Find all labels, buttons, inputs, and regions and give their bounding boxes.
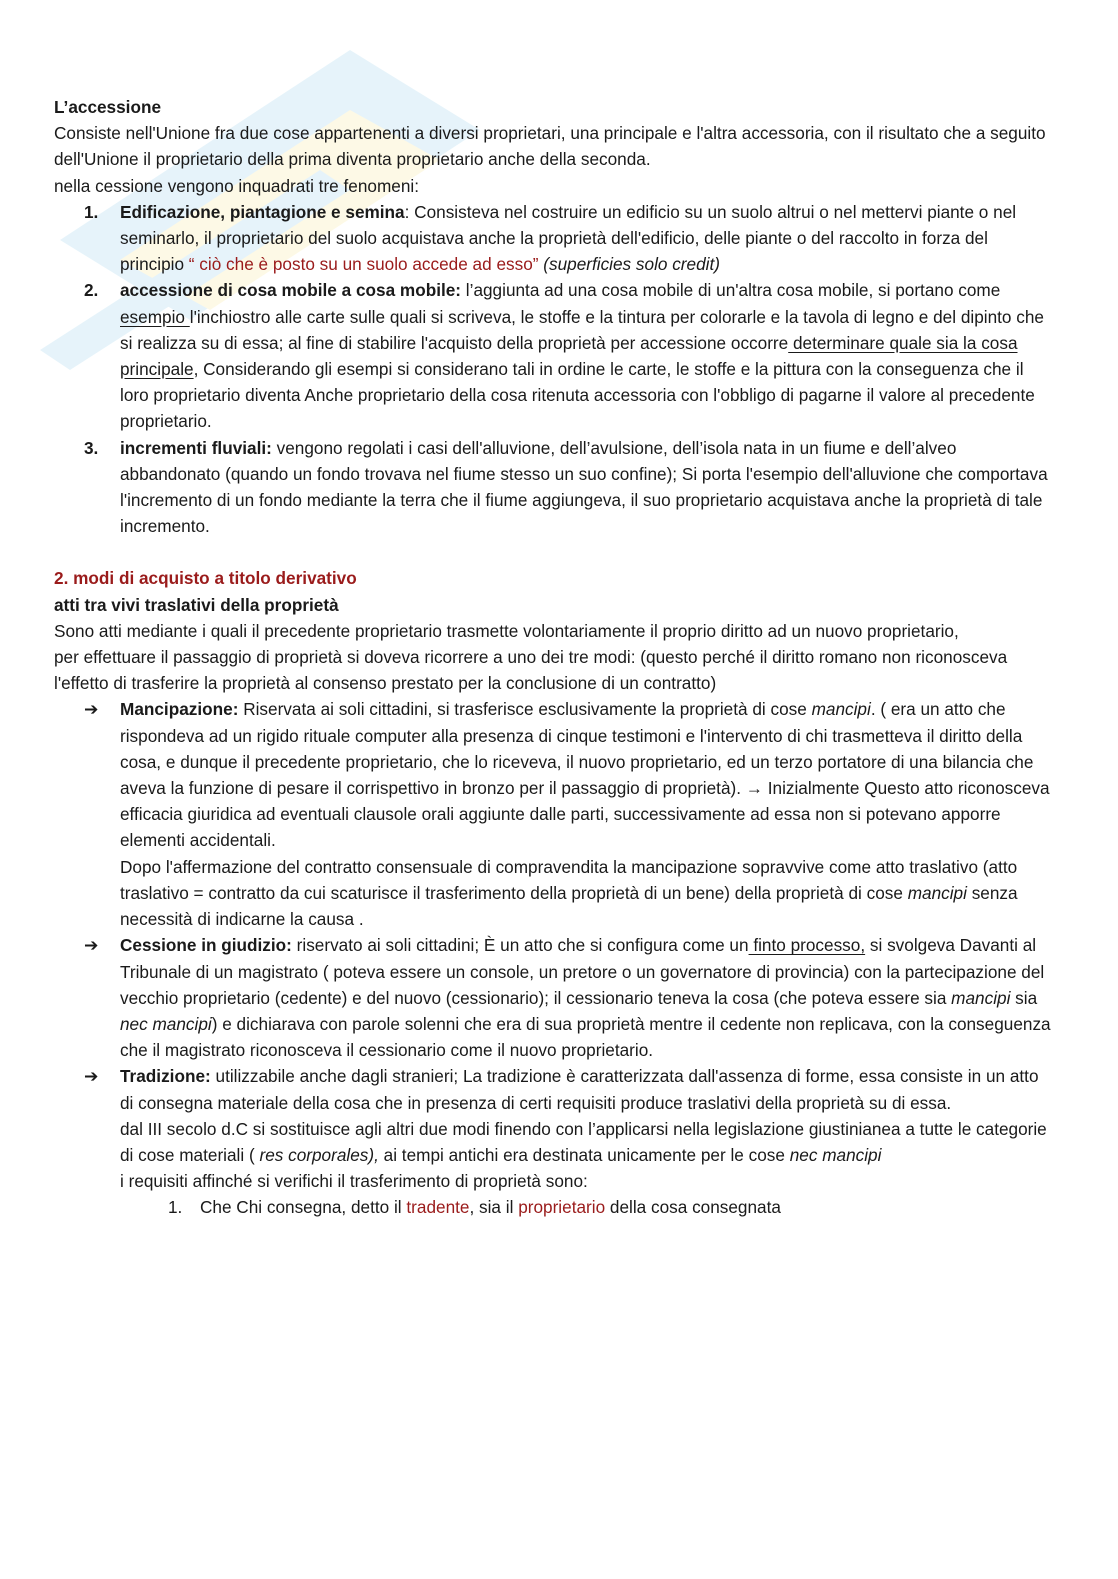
section2-heading: 2. modi di acquisto a titolo derivativo: [54, 568, 357, 589]
list-item: 3. incrementi fluviali: vengono regolati i casi dell'alluvione, dell’avulsione, dell’isola nata in un fiume e dell’alveo abbandonato (quando un fondo trovava nel fiume stesso un suo confine); Si porta l'esempio dell'alluvione che comportava l'incremento di un fondo mediante la terra che il fiume aggiungeva, il suo proprietario acquistava anche la proprietà di tale incremento.: [84, 437, 1048, 537]
list-item: 2. accessione di cosa mobile a cosa mobile: l’aggiunta ad una cosa mobile di un'altra cosa mobile, si portano come esempio l'inchiostro alle carte sulle quali si scriveva, le stoffe e la tintura per colorarle e la tavola di legno e del dipinto che si realizza su di essa; al fine di stabilire l'acquisto della proprietà per accessione occorre determinare quale sia la cosa principale, Considerando gli esempi si considerano tali in ordine le carte, le stoffe e la pittura con la conseguenza che il loro proprietario diventa Anche proprietario della cosa ritenuta accessoria con l'obbligo di pagarne il valore al precedente proprietario.: [84, 280, 1044, 432]
list-item-tradizione: ➔ Tradizione: utilizzabile anche dagli stranieri; La tradizione è caratterizzata dall'assenza di forme, essa consiste in un atto di consegna materiale della cosa che in presenza di certi requisiti produce traslativi della proprietà su di essa. dal III secolo d.C si sostituisce agli altri due modi finendo con l’applicarsi nella legislazione giustinianea a tutte le categorie di cose materiali ( res corporales), ai tempi antichi era destinata unicamente per le cose nec mancipi i requisiti affinché si verifichi il trasferimento di proprietà sono: 1. Che Chi consegna, detto il tradente, sia il proprietario della cosa consegnata: [54, 1063, 1054, 1220]
phenomena-list: [54, 199, 1054, 540]
intro-paragraph-2: nella cessione vengono inquadrati tre fenomeni:: [54, 175, 419, 196]
section2-paragraph: Sono atti mediante i quali il precedente proprietario trasmette volontariamente il proprio diritto ad un nuovo proprietario,: [54, 620, 959, 641]
requirements-list: [120, 1194, 1054, 1220]
section2-paragraph-2: per effettuare il passaggio di proprietà si doveva ricorrere a uno dei tre modi: (questo perché il diritto romano non riconosceva l'effetto di trasferire la proprietà al consenso prestato per la conclusione di un contratto): [54, 647, 1008, 694]
list-item: 1. Che Chi consegna, detto il tradente, sia il proprietario della cosa consegnata: [168, 1197, 781, 1218]
section2-subheading: atti tra vivi traslativi della proprietà: [54, 594, 339, 615]
list-item: 1. Edificazione, piantagione e semina: Consisteva nel costruire un edificio su un suolo altrui o nel mettervi piante o nel seminarlo, il proprietario del suolo acquistava anche la proprietà dell'edificio, delle piante o del raccolto in forza del principio “ ciò che è posto su un suolo accede ad esso” (superficies solo credit): [84, 201, 1017, 275]
section-title: L’accessione: [54, 97, 162, 117]
list-item-mancipazione: ➔ Mancipazione: Riservata ai soli cittadini, si trasferisce esclusivamente la proprietà di cose mancipi. ( era un atto che rispondeva ad un rigido rituale computer alla presenza di cinque testimoni e l'intervento di chi trasmetteva il diritto della cosa, e dunque il precedente proprietario, che lo riceveva, il nuovo proprietario, ed un terzo portatore di una bilancia che aveva la funzione di pesare il corrispettivo in bronzo per il passaggio di proprietà). → Inizialmente Questo atto riconosceva efficacia giuridica ad eventuali clausole orali aggiunte dalle parti, successivamente ad essa non si potevano apporre elementi accidentali. Dopo l'affermazione del contratto consensuale di compravendita la mancipazione sopravvive come atto traslativo (atto traslativo = contratto da cui scaturisce il trasferimento della proprietà di un bene) della proprietà di cose mancipi senza necessità di indicarne la causa .: [54, 696, 1054, 932]
list-item-cessione: ➔ Cessione in giudizio: riservato ai soli cittadini; È un atto che si configura come un finto processo, si svolgeva Davanti al Tribunale di un magistrato ( poteva essere un console, un pretore o un governatore di provincia) con la partecipazione del vecchio proprietario (cedente) e del nuovo (cessionario); il cessionario teneva la cosa (che poteva essere sia mancipi sia nec mancipi) e dichiarava con parole solenni che era di sua proprietà mentre il cedente non replicava, con la conseguenza che il magistrato riconosceva il cessionario come il nuovo proprietario.: [54, 932, 1054, 1063]
arrow-icon: ➔: [84, 1066, 99, 1087]
document-page: [54, 94, 1054, 1221]
arrow-icon: ➔: [84, 935, 99, 956]
intro-paragraph: Consiste nell'Unione fra due cose appartenenti a diversi proprietari, una principale e l'altra accessoria, con il risultato che a seguito dell'Unione il proprietario della prima diventa proprietario anche della seconda.: [54, 123, 1046, 170]
modes-list: [54, 696, 1054, 1220]
arrow-icon: ➔: [84, 699, 99, 720]
